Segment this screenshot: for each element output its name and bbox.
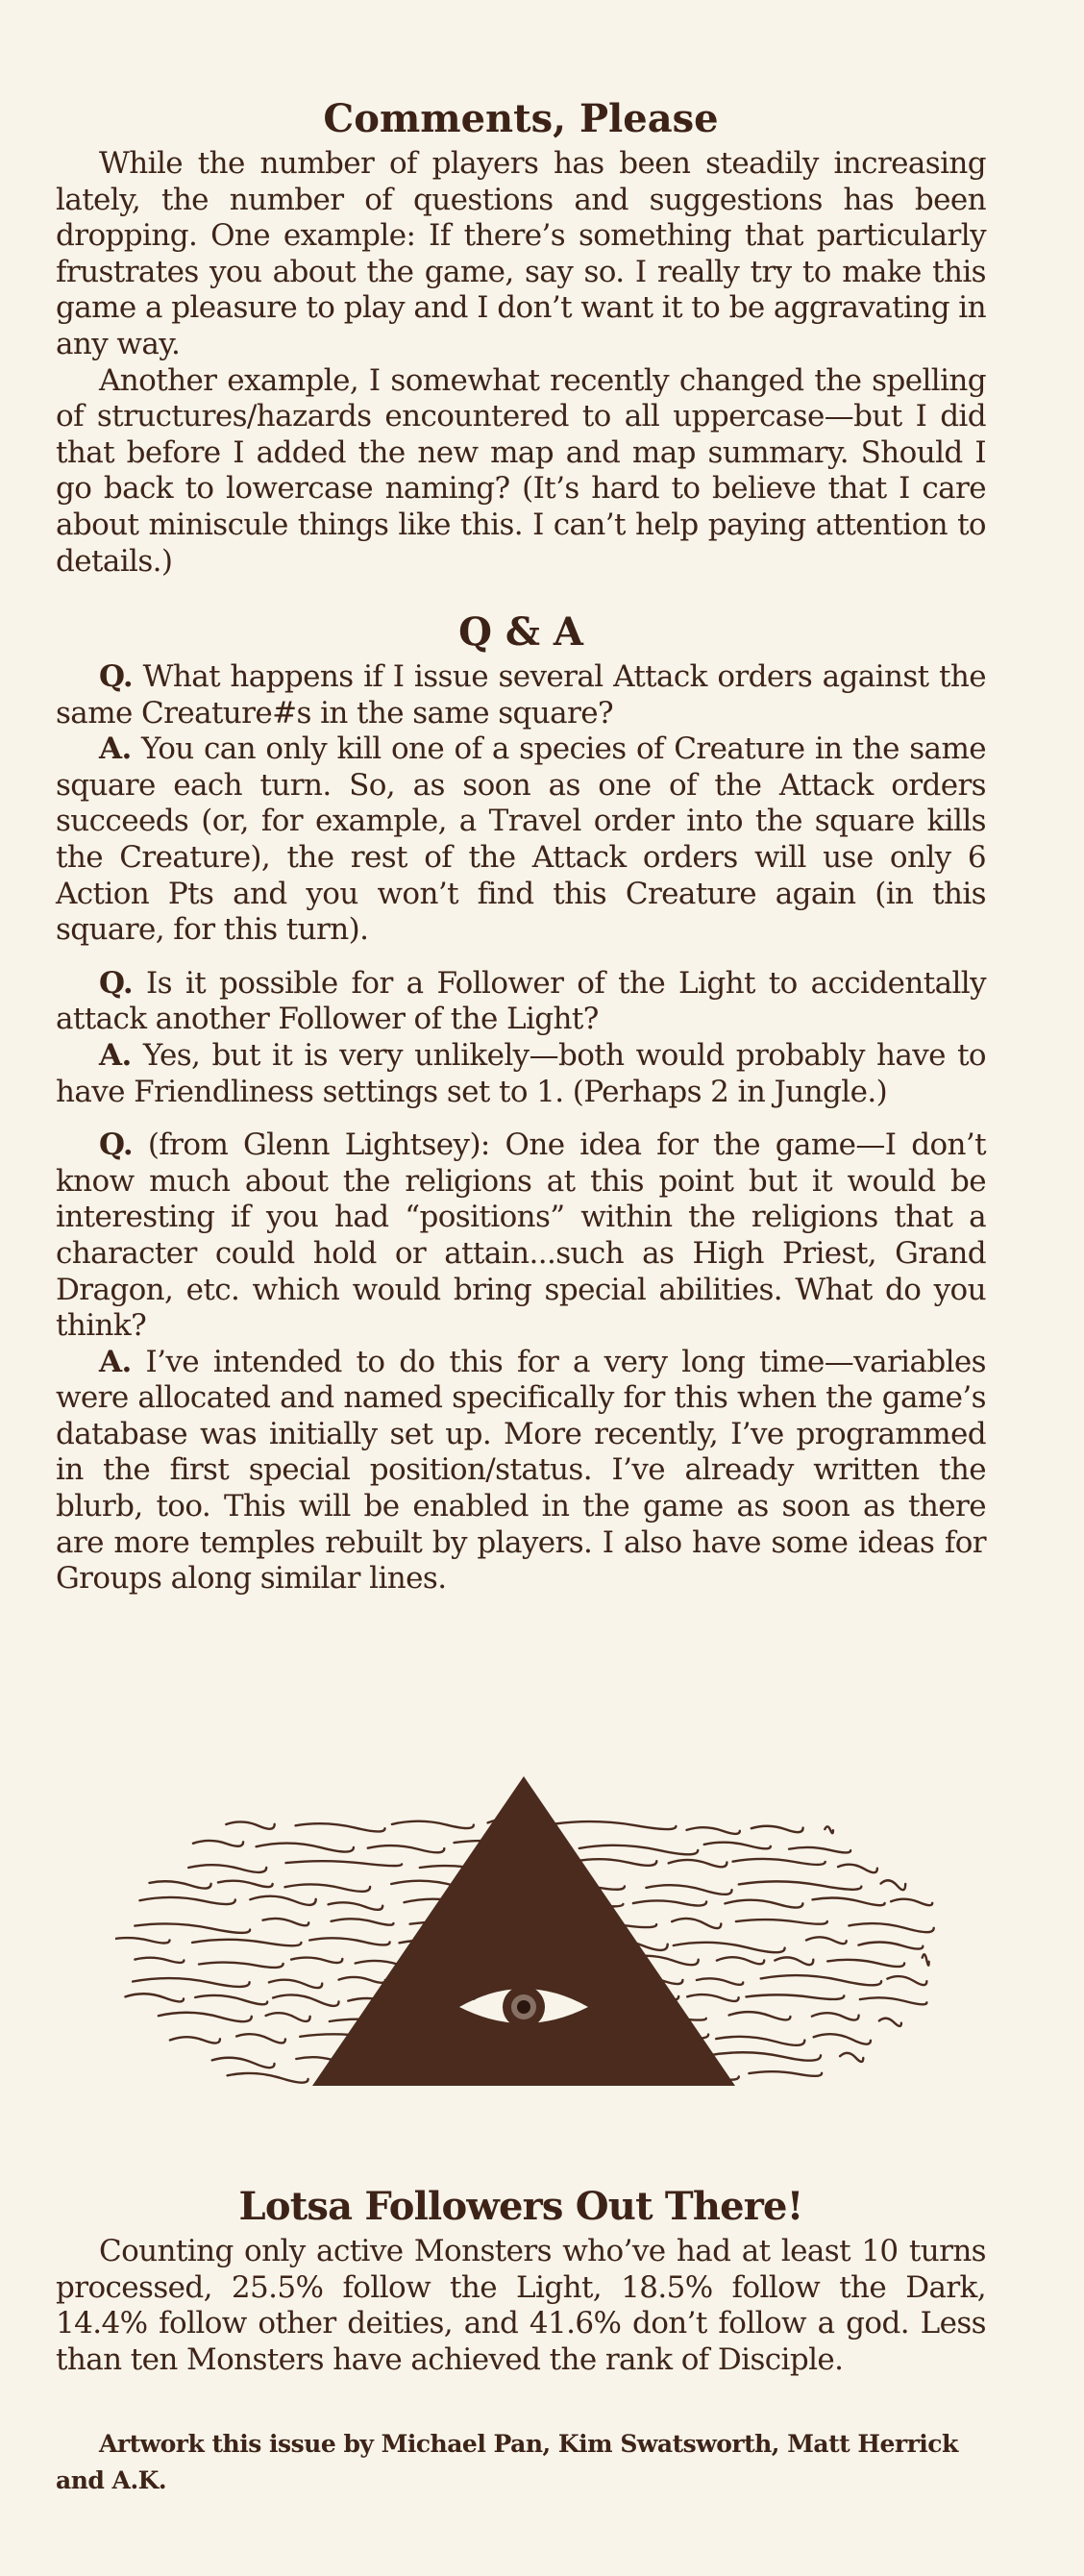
question-text: What happens if I issue several Attack orders against the same Creature#s in the same square? xyxy=(56,659,986,731)
cloud-scribble xyxy=(923,1954,929,1965)
cloud-scribble xyxy=(669,1860,727,1867)
cloud-scribble xyxy=(332,1919,394,1924)
cloud-scribble xyxy=(860,1997,927,2004)
answer-label: A. xyxy=(99,1344,132,1379)
cloud-scribble xyxy=(749,2071,822,2076)
cloud-scribble xyxy=(881,1880,906,1890)
cloud-scribble xyxy=(858,1942,923,1948)
question-1 xyxy=(56,659,986,731)
answer-label: A. xyxy=(99,1037,132,1073)
cloud-scribble xyxy=(263,1919,309,1925)
cloud-scribble xyxy=(716,2037,804,2045)
cloud-scribble xyxy=(733,1859,825,1865)
cloud-scribble xyxy=(170,2037,220,2043)
comments-section xyxy=(56,92,986,580)
cloud-scribble xyxy=(887,1976,926,1985)
cloud-scribble xyxy=(140,1897,235,1904)
question-3 xyxy=(56,1127,986,1345)
followers-paragraph: Counting only active Monsters who’ve had at least 10 turns processed, 25.5% follow the Light, 18.5% follow the Dark, 14.4% follow other deities, and 41.6% don’t follow a god. Less than ten Monsters have achieved the rank of Disciple. xyxy=(56,2234,986,2377)
cloud-scribble xyxy=(212,2058,275,2068)
cloud-scribble xyxy=(697,1978,743,1985)
cloud-scribble xyxy=(218,1881,273,1887)
cloud-scribble xyxy=(228,2073,308,2083)
cloud-scribble xyxy=(751,1826,803,1832)
cloud-scribble xyxy=(710,2052,822,2060)
cloud-scribble xyxy=(813,1897,885,1905)
cloud-scribble xyxy=(192,1940,301,1945)
credits-section xyxy=(56,2426,986,2499)
cloud-scribble xyxy=(286,1861,403,1866)
cloud-scribble xyxy=(368,1845,445,1852)
cloud-scribble xyxy=(392,1821,474,1828)
qa-item-2 xyxy=(56,966,986,1110)
cloud-scribble xyxy=(291,1958,342,1963)
cloud-scribble xyxy=(329,1902,383,1910)
cloud-scribble xyxy=(827,1960,904,1967)
cloud-scribble xyxy=(736,1920,827,1924)
cloud-scribble xyxy=(115,1938,170,1943)
question-label: Q. xyxy=(99,1127,134,1163)
all-seeing-eye-pyramid-icon xyxy=(115,1759,942,2115)
cloud-scribble xyxy=(199,1963,283,1968)
cloud-scribble xyxy=(285,1884,371,1891)
cloud-scribble xyxy=(296,1823,385,1831)
cloud-scribble xyxy=(704,1843,771,1849)
cloud-scribble xyxy=(579,1845,698,1854)
followers-heading: Lotsa Followers Out There! xyxy=(238,2184,803,2229)
cloud-scribble xyxy=(269,1980,322,1988)
answer-2 xyxy=(56,1038,986,1110)
cloud-scribble xyxy=(812,2013,859,2019)
question-label: Q. xyxy=(99,965,134,1001)
cloud-scribble xyxy=(761,1975,881,1985)
cloud-scribble xyxy=(133,1978,250,1987)
cloud-scribble xyxy=(226,1821,274,1828)
cloud-scribble xyxy=(195,1995,267,2004)
question-label: Q. xyxy=(99,659,134,694)
followers-section xyxy=(56,2180,986,2378)
answer-label: A. xyxy=(99,731,132,767)
cloud-scribble xyxy=(339,1977,385,1983)
comments-paragraph-1: While the number of players has been steadily increasing lately, the number of questions and suggestions has been dropping. One example: If there’s something that particularly frustrates you about the game, say so. I really try to make this game a pleasure to play and I don’t want it to be aggravating in any way. xyxy=(56,146,986,361)
cloud-scribble xyxy=(193,1841,243,1846)
cloud-scribble xyxy=(674,1943,785,1952)
cloud-scribble xyxy=(309,1938,389,1944)
question-2 xyxy=(56,966,986,1038)
cloud-scribble xyxy=(687,1827,740,1834)
cloud-scribble xyxy=(789,1847,850,1852)
answer-text: Yes, but it is very unlikely—both would probably have to have Friendliness settings set to 1. (Perhaps 2 in Jungle.) xyxy=(56,1037,986,1109)
cloud-scribble xyxy=(135,1923,250,1932)
cloud-scribble xyxy=(554,1821,676,1829)
cloud-scribble xyxy=(687,1994,738,2001)
qa-item-1 xyxy=(56,659,986,949)
cloud-scribble xyxy=(159,2013,252,2021)
qa-heading: Q & A xyxy=(458,609,583,655)
answer-1 xyxy=(56,731,986,949)
comments-heading: Comments, Please xyxy=(323,96,719,141)
cloud-scribble xyxy=(273,1994,338,2005)
cloud-scribble xyxy=(840,2053,863,2062)
question-text: (from Glenn Lightsey): One idea for the game—I don’t know much about the religions at this point but it would be interesting if you had “positions” within the religions that a character could hold or attain...such as High Priest, Grand Dragon, etc. which would bring special abilities. What do you think? xyxy=(56,1127,986,1344)
cloud-scribble xyxy=(717,1957,764,1964)
answer-text: You can only kill one of a species of Creature in the same square each turn. So, as soon as one of the Attack orders succeeds (or, for example, a Travel order into the square kills the Creature), the rest of the Attack orders will use only 6 Action Pts and you won’t find this Creature again (in this square, for this turn). xyxy=(56,731,986,948)
cloud-scribble xyxy=(891,1899,932,1906)
cloud-scribble xyxy=(746,1994,844,1999)
cloud-scribble xyxy=(135,1958,184,1963)
comments-paragraph-2: Another example, I somewhat recently changed the spelling of structures/hazards encountered to all uppercase—but I did that before I added the new map and map summary. Should I go back to lowercase naming? (It’s hard to believe that I care about miniscule things like this. I can’t help paying attention to details.) xyxy=(56,362,986,579)
cloud-scribble xyxy=(236,2034,285,2043)
question-text: Is it possible for a Follower of the Light to accidentally attack another Follower of the Light? xyxy=(56,965,986,1037)
cloud-scribble xyxy=(250,1896,315,1905)
cloud-scribble xyxy=(150,1881,211,1888)
cloud-scribble xyxy=(125,1994,184,2001)
cloud-scribble xyxy=(257,1844,354,1852)
qa-item-3 xyxy=(56,1127,986,1598)
cloud-scribble xyxy=(729,2012,791,2019)
cloud-scribble xyxy=(725,1900,802,1908)
cloud-scribble xyxy=(672,1919,721,1928)
answer-text: I’ve intended to do this for a very long time—variables were allocated and named specifically for this when the game’s database was initially set up. More recently, I’ve programmed in the first special position/status. I’ve already written the blurb, too. This will be enabled in the game as soon as there are more temples rebuilt by players. I also have some ideas for Groups along similar lines. xyxy=(56,1344,986,1597)
cloud-scribble xyxy=(188,1865,266,1872)
cloud-scribble xyxy=(825,1826,833,1833)
cloud-scribble xyxy=(879,2019,901,2026)
cloud-scribble xyxy=(775,1957,813,1965)
cloud-scribble xyxy=(838,1865,877,1872)
artwork-credits: Artwork this issue by Michael Pan, Kim Swatsworth, Matt Herrick and A.K. xyxy=(56,2430,958,2494)
cloud-scribble xyxy=(739,1881,862,1889)
answer-3 xyxy=(56,1345,986,1598)
cloud-scribble xyxy=(576,1859,657,1866)
cloud-scribble xyxy=(266,2013,310,2021)
qa-section xyxy=(56,606,986,1598)
cloud-scribble xyxy=(806,1937,847,1944)
cloud-scribble xyxy=(646,1885,731,1895)
cloud-scribble xyxy=(633,1900,706,1905)
cloud-scribble xyxy=(849,1923,933,1932)
cloud-scribble xyxy=(814,2034,871,2043)
